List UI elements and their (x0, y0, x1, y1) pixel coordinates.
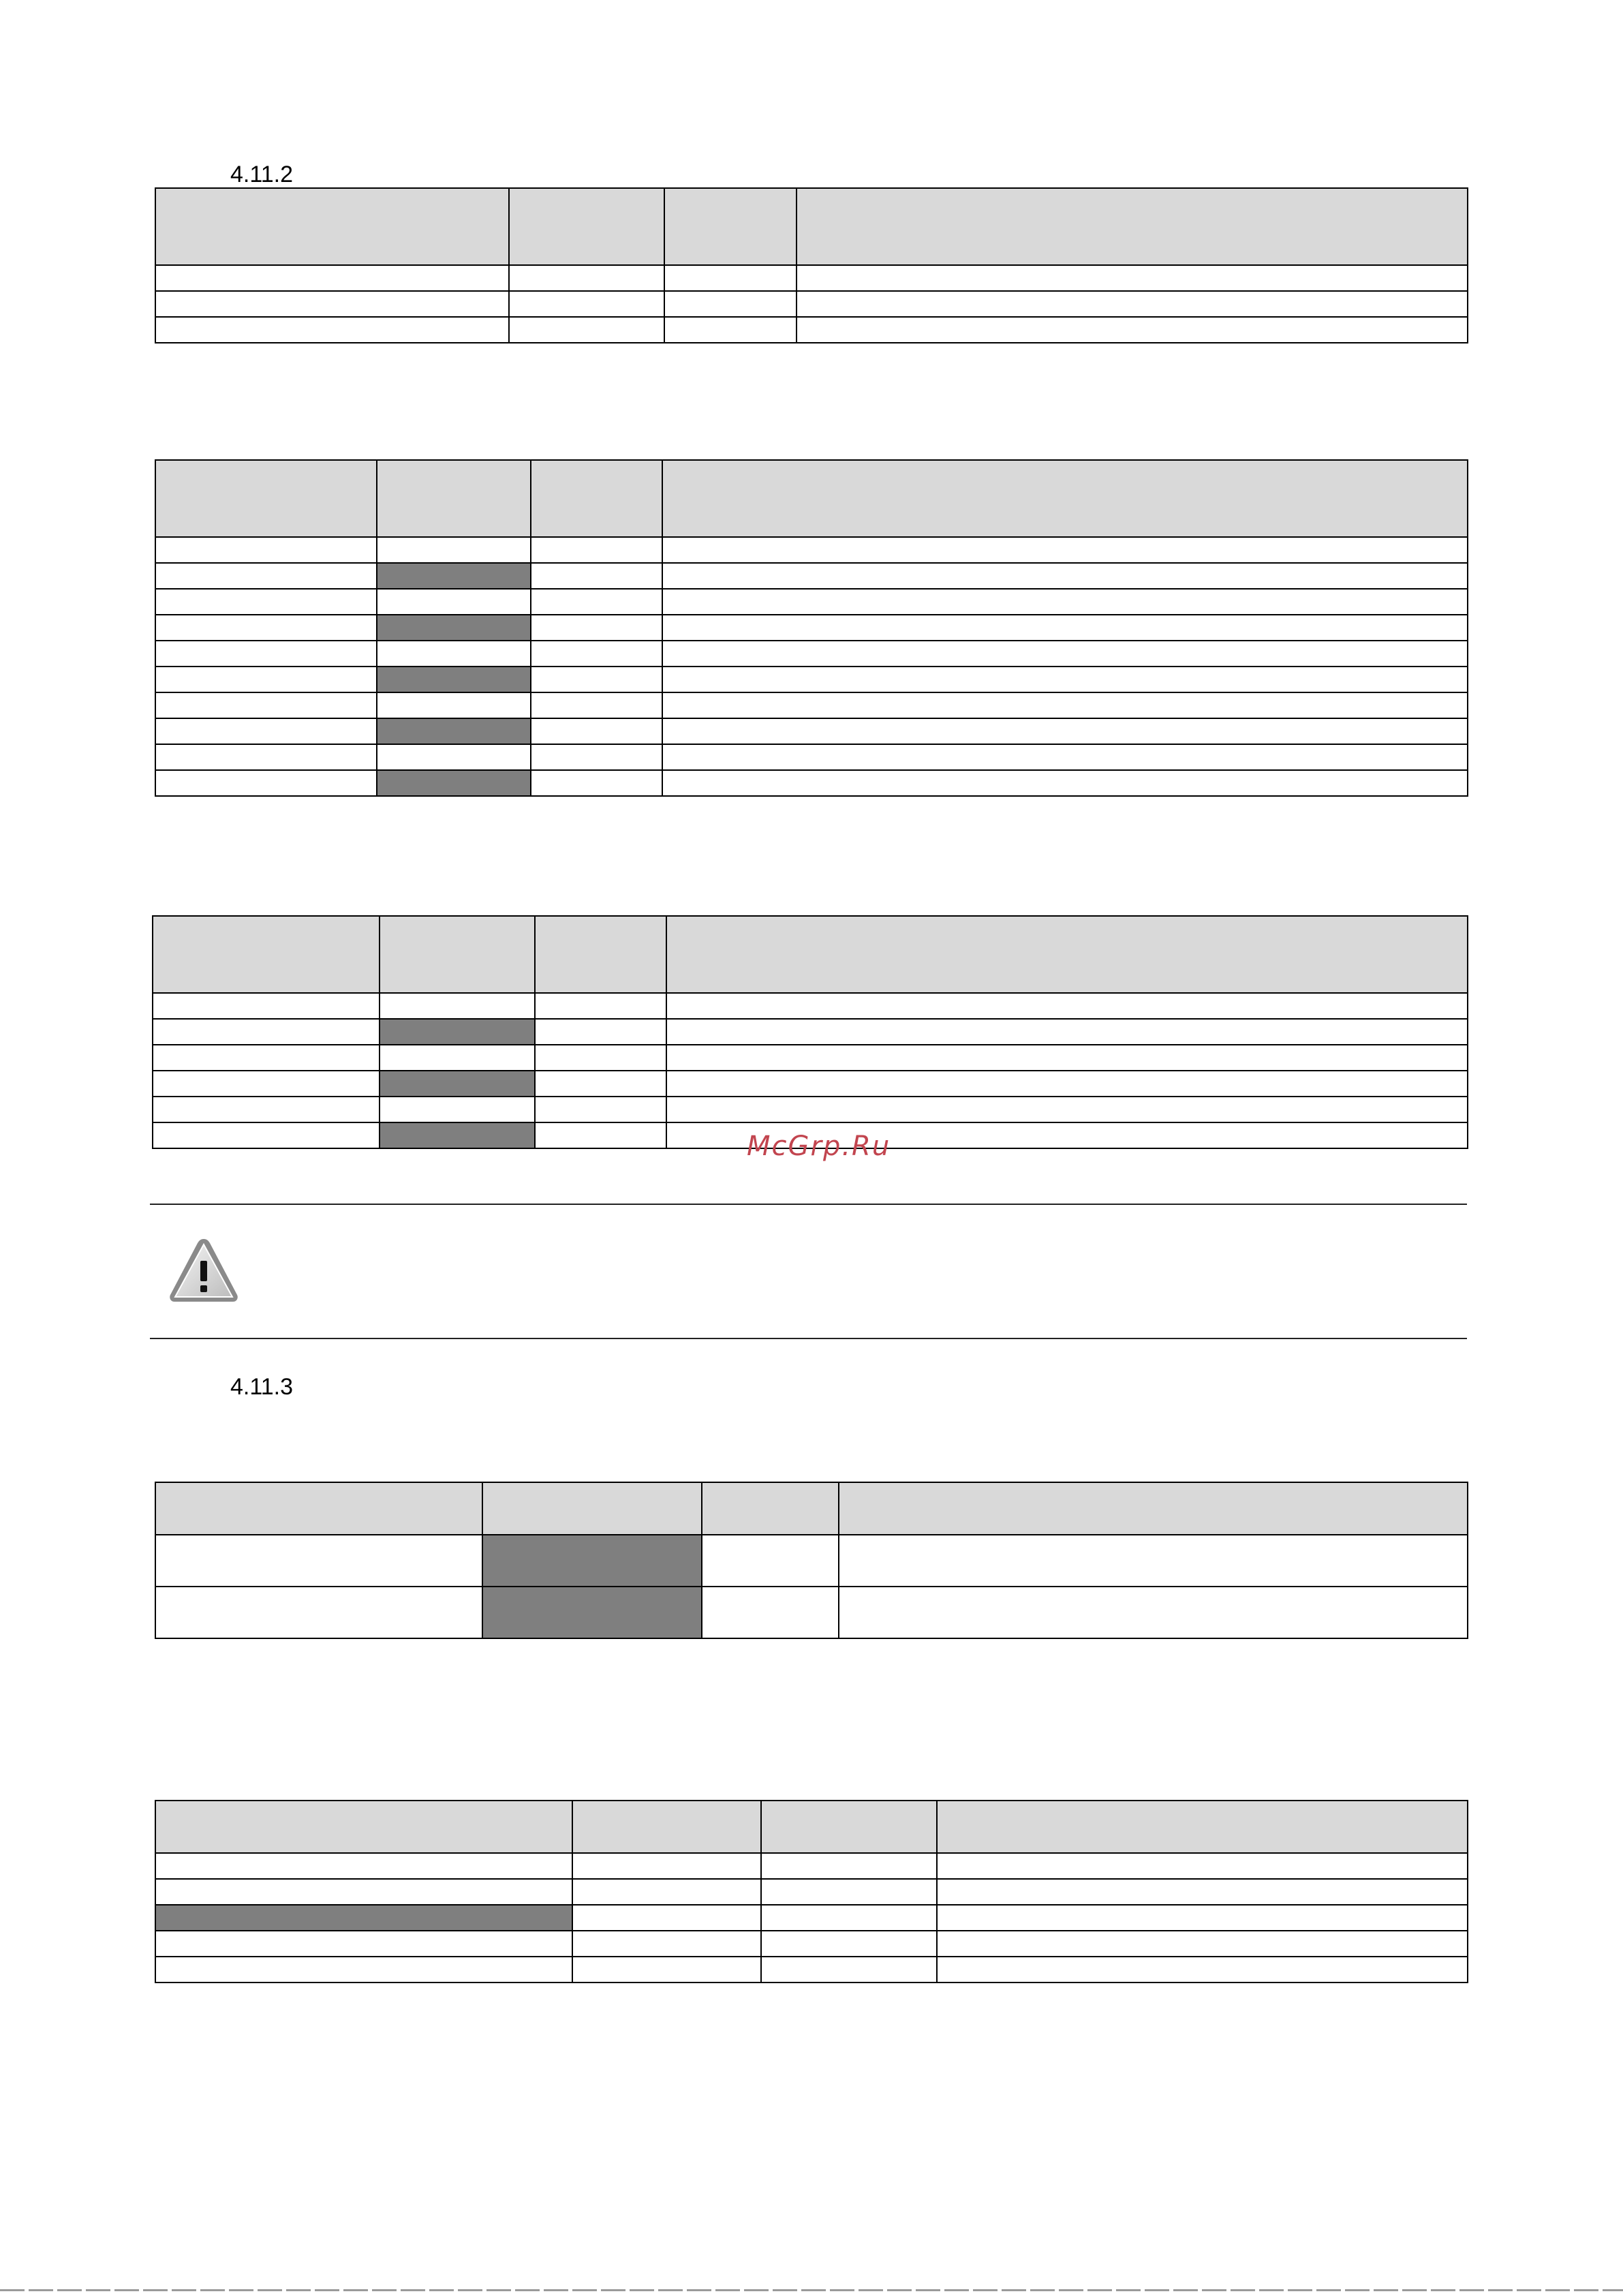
table-cell (666, 993, 1468, 1019)
table-cell (662, 537, 1468, 563)
warning-triangle-icon (166, 1235, 241, 1306)
table-cell (535, 993, 666, 1019)
table-cell (153, 993, 380, 1019)
notice-bottom-rule (150, 1338, 1467, 1339)
table-cell (531, 641, 662, 667)
table-cell (839, 1587, 1468, 1638)
header-cell (535, 916, 666, 993)
header-cell (666, 916, 1468, 993)
table-cell (761, 1905, 937, 1931)
table-cell (761, 1957, 937, 1983)
header-cell (937, 1801, 1468, 1853)
table-cell (662, 692, 1468, 718)
table-cell (155, 589, 377, 615)
table-cell (531, 718, 662, 744)
table-cell (377, 744, 531, 770)
table-cell (155, 537, 377, 563)
shaded-cell (377, 718, 531, 744)
table-cell (797, 317, 1468, 343)
table-cell (155, 291, 509, 317)
table-cell (155, 667, 377, 692)
table-cell (937, 1905, 1468, 1931)
table-cell (702, 1587, 839, 1638)
table-cell (572, 1905, 761, 1931)
table-cell (531, 770, 662, 796)
table-cell (664, 291, 797, 317)
table-cell (155, 692, 377, 718)
table-cell (662, 718, 1468, 744)
table-header-row (153, 916, 1468, 993)
table-header-row (155, 188, 1468, 265)
header-cell (839, 1482, 1468, 1535)
table-cell (535, 1122, 666, 1148)
table-row (155, 744, 1468, 770)
header-cell (761, 1801, 937, 1853)
table-row (155, 667, 1468, 692)
table-cell (377, 537, 531, 563)
table-row (155, 718, 1468, 744)
table-row (153, 1019, 1468, 1045)
table-cell (155, 265, 509, 291)
table-cell (662, 563, 1468, 589)
table-row (155, 589, 1468, 615)
header-cell (664, 188, 797, 265)
table-row (153, 1045, 1468, 1071)
shaded-cell (380, 1071, 535, 1097)
table-row (155, 291, 1468, 317)
table-cell (153, 1045, 380, 1071)
table-cell (377, 692, 531, 718)
table-cell (155, 744, 377, 770)
table-cell (377, 641, 531, 667)
table-cell (535, 1097, 666, 1122)
shaded-cell (377, 667, 531, 692)
table-cell (380, 993, 535, 1019)
shaded-cell (377, 563, 531, 589)
table-cell (155, 1535, 482, 1587)
table-cell (761, 1931, 937, 1957)
table-cell (155, 317, 509, 343)
table-cell (572, 1957, 761, 1983)
table-4 (155, 1482, 1468, 1639)
table-cell (937, 1931, 1468, 1957)
table-cell (572, 1931, 761, 1957)
table-cell (531, 744, 662, 770)
table-row (155, 317, 1468, 343)
notice-top-rule (150, 1204, 1467, 1205)
table-cell (531, 537, 662, 563)
table-cell (377, 589, 531, 615)
table-header-row (155, 1482, 1468, 1535)
table-cell (839, 1535, 1468, 1587)
table-cell (153, 1019, 380, 1045)
table-1 (155, 187, 1468, 343)
table-cell (531, 563, 662, 589)
header-cell (155, 460, 377, 537)
table-cell (662, 641, 1468, 667)
table-cell (531, 615, 662, 641)
section-heading-4-11-2: 4.11.2 (230, 162, 294, 187)
header-cell (797, 188, 1468, 265)
header-cell (155, 1482, 482, 1535)
table-row (155, 265, 1468, 291)
watermark: McGrp.Ru (747, 1131, 891, 1162)
table-cell (662, 744, 1468, 770)
table-cell (155, 1587, 482, 1638)
table-cell (155, 1853, 572, 1879)
header-cell (662, 460, 1468, 537)
table-cell (797, 265, 1468, 291)
table-cell (937, 1957, 1468, 1983)
table-cell (666, 1071, 1468, 1097)
table-cell (666, 1097, 1468, 1122)
table-2 (155, 459, 1468, 797)
table-row (155, 1957, 1468, 1983)
header-cell (155, 1801, 572, 1853)
table-cell (937, 1853, 1468, 1879)
table-cell (153, 1097, 380, 1122)
header-cell (572, 1801, 761, 1853)
table-cell (155, 770, 377, 796)
table-row (155, 770, 1468, 796)
table-cell (572, 1879, 761, 1905)
table-row (155, 641, 1468, 667)
table-cell (666, 1045, 1468, 1071)
table-cell (380, 1097, 535, 1122)
table-cell (761, 1879, 937, 1905)
table-cell (155, 1879, 572, 1905)
table-cell (509, 291, 664, 317)
table-cell (572, 1853, 761, 1879)
table-row (153, 1071, 1468, 1097)
table-cell (531, 692, 662, 718)
table-cell (509, 265, 664, 291)
footer-rule (0, 2289, 1623, 2291)
table-cell (664, 317, 797, 343)
table-cell (155, 718, 377, 744)
shaded-cell (155, 1905, 572, 1931)
table-cell (380, 1045, 535, 1071)
table-cell (797, 291, 1468, 317)
table-cell (664, 265, 797, 291)
shaded-cell (377, 770, 531, 796)
header-cell (702, 1482, 839, 1535)
table-cell (535, 1045, 666, 1071)
table-cell (535, 1071, 666, 1097)
table-row (155, 563, 1468, 589)
shaded-cell (377, 615, 531, 641)
table-cell (662, 667, 1468, 692)
table-cell (702, 1535, 839, 1587)
table-row (155, 1905, 1468, 1931)
table-row (155, 692, 1468, 718)
table-row (153, 993, 1468, 1019)
table-row (155, 1587, 1468, 1638)
table-cell (937, 1879, 1468, 1905)
table-cell (509, 317, 664, 343)
header-cell (509, 188, 664, 265)
shaded-cell (482, 1587, 702, 1638)
header-cell (482, 1482, 702, 1535)
shaded-cell (482, 1535, 702, 1587)
shaded-cell (380, 1122, 535, 1148)
table-cell (531, 589, 662, 615)
table-5 (155, 1800, 1468, 1983)
table-cell (155, 1957, 572, 1983)
table-row (155, 615, 1468, 641)
table-cell (153, 1071, 380, 1097)
header-cell (153, 916, 380, 993)
table-row (153, 1097, 1468, 1122)
table-row (155, 1853, 1468, 1879)
table-cell (662, 615, 1468, 641)
table-cell (155, 563, 377, 589)
section-heading-4-11-3: 4.11.3 (230, 1374, 294, 1400)
header-cell (531, 460, 662, 537)
table-cell (531, 667, 662, 692)
header-cell (377, 460, 531, 537)
table-row (155, 1931, 1468, 1957)
table-cell (761, 1853, 937, 1879)
table-header-row (155, 460, 1468, 537)
table-cell (535, 1019, 666, 1045)
table-cell (155, 615, 377, 641)
table-3 (152, 915, 1468, 1149)
header-cell (380, 916, 535, 993)
shaded-cell (380, 1019, 535, 1045)
table-row (155, 537, 1468, 563)
table-cell (662, 770, 1468, 796)
table-cell (153, 1122, 380, 1148)
table-cell (662, 589, 1468, 615)
header-cell (155, 188, 509, 265)
table-cell (155, 1931, 572, 1957)
table-header-row (155, 1801, 1468, 1853)
table-row (155, 1879, 1468, 1905)
table-row (155, 1535, 1468, 1587)
table-cell (666, 1019, 1468, 1045)
table-cell (155, 641, 377, 667)
